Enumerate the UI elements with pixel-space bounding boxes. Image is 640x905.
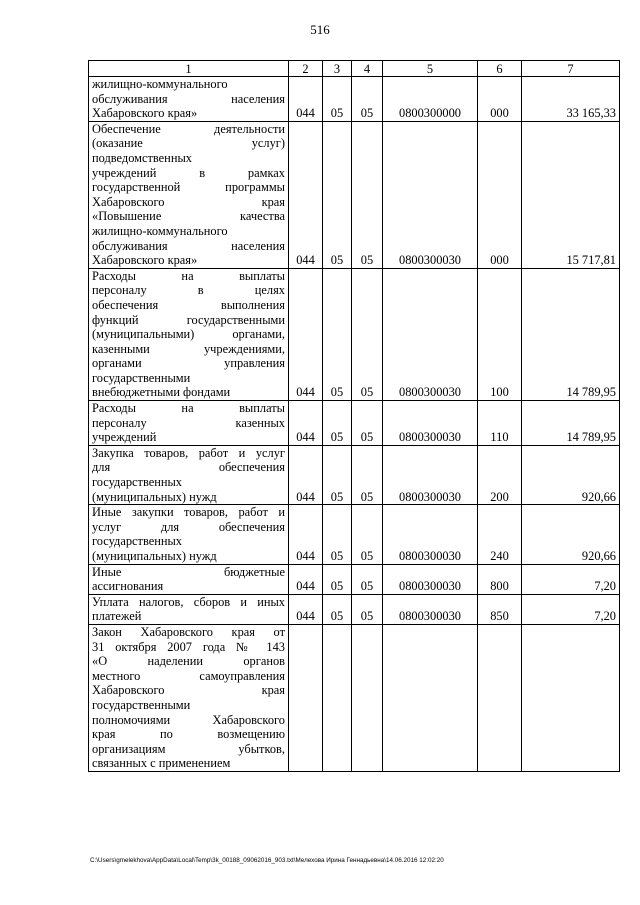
subsection-code-cell: 05 — [352, 77, 383, 122]
department-code-cell: 044 — [289, 594, 323, 624]
row-name-cell — [89, 624, 289, 771]
row-name-line: обеспечения выполнения — [92, 297, 285, 312]
row-name-line: Расходы на выплаты — [92, 401, 285, 416]
row-name-line: Закупка товаров, работ и услуг — [92, 445, 285, 460]
target-article-cell — [383, 624, 478, 771]
target-article-cell: 0800300030 — [383, 121, 478, 268]
header-col-6: 6 — [478, 61, 522, 77]
row-name-line: учреждений — [92, 430, 157, 445]
department-code-cell: 044 — [289, 401, 323, 446]
header-col-1: 1 — [89, 61, 289, 77]
row-name-line: услуг для обеспечения — [92, 519, 285, 534]
table-row — [89, 401, 620, 446]
row-name-cell — [89, 268, 289, 400]
row-name-line: «Повышение качества — [92, 209, 285, 224]
row-name-line: Иные закупки товаров, работ и — [92, 505, 285, 520]
row-name-line: края по возмещению — [92, 727, 285, 742]
amount-cell: 7,20 — [522, 564, 620, 594]
target-article-cell: 0800300030 — [383, 445, 478, 504]
page-number: 516 — [310, 22, 330, 37]
row-name-line: Иные бюджетные — [92, 564, 285, 579]
subsection-code-cell: 05 — [352, 401, 383, 446]
expense-type-cell: 240 — [478, 505, 522, 564]
section-code-cell: 05 — [323, 445, 352, 504]
row-name-line: государственными — [92, 697, 191, 712]
table-row — [89, 77, 620, 122]
row-name-line: государственными — [92, 370, 191, 385]
target-article-cell: 0800300030 — [383, 401, 478, 446]
target-article-cell: 0800300030 — [383, 268, 478, 400]
row-name-line: Хабаровского края — [92, 194, 285, 209]
row-name-line: учреждений в рамках — [92, 165, 285, 180]
row-name-line: Хабаровского края» — [92, 106, 198, 121]
header-col-2: 2 — [289, 61, 323, 77]
row-name-line: государственной программы — [92, 180, 285, 195]
row-name-cell — [89, 121, 289, 268]
amount-cell: 15 717,81 — [522, 121, 620, 268]
row-name-line: связанных с применением — [92, 756, 231, 771]
row-name-line: персоналу в целях — [92, 283, 285, 298]
department-code-cell: 044 — [289, 445, 323, 504]
table-row — [89, 594, 620, 624]
row-name-line: (муниципальных) нужд — [92, 549, 217, 563]
amount-cell: 33 165,33 — [522, 77, 620, 122]
section-code-cell: 05 — [323, 564, 352, 594]
department-code-cell: 044 — [289, 564, 323, 594]
section-code-cell: 05 — [323, 121, 352, 268]
expense-type-cell: 000 — [478, 77, 522, 122]
row-name-line: государственных — [92, 534, 183, 549]
table-row — [89, 624, 620, 771]
row-name-line: (муниципальных) нужд — [92, 489, 217, 504]
row-name-line: 31 октября 2007 года № 143 — [92, 639, 285, 654]
target-article-cell: 0800300030 — [383, 505, 478, 564]
table-row — [89, 505, 620, 564]
row-name-line: внебюджетными фондами — [92, 385, 231, 400]
header-col-5: 5 — [383, 61, 478, 77]
amount-cell: 920,66 — [522, 445, 620, 504]
row-name-line: органами управления — [92, 356, 285, 371]
expense-type-cell: 850 — [478, 594, 522, 624]
amount-cell: 920,66 — [522, 505, 620, 564]
row-name-line: Обеспечение деятельности — [92, 121, 285, 136]
expense-type-cell: 800 — [478, 564, 522, 594]
row-name-line: платежей — [92, 609, 142, 624]
header-col-4: 4 — [352, 61, 383, 77]
amount-cell: 14 789,95 — [522, 401, 620, 446]
row-name-line: обслуживания населения — [92, 91, 285, 106]
expense-type-cell: 200 — [478, 445, 522, 504]
row-name-line: государственных — [92, 475, 183, 490]
section-code-cell: 05 — [323, 401, 352, 446]
row-name-cell — [89, 564, 289, 594]
subsection-code-cell: 05 — [352, 121, 383, 268]
expense-type-cell: 000 — [478, 121, 522, 268]
row-name-cell — [89, 445, 289, 504]
row-name-line: полномочиями Хабаровского — [92, 712, 285, 727]
row-name-line: местного самоуправления — [92, 668, 285, 683]
row-name-line: подведомственных — [92, 150, 192, 165]
table-row — [89, 121, 620, 268]
row-name-line: (оказание услуг) — [92, 136, 285, 151]
target-article-cell: 0800300000 — [383, 77, 478, 122]
expense-type-cell — [478, 624, 522, 771]
row-name-line: «О наделении органов — [92, 654, 285, 669]
row-name-line: жилищно-коммунального — [92, 77, 228, 91]
expense-type-cell: 100 — [478, 268, 522, 400]
department-code-cell: 044 — [289, 505, 323, 564]
target-article-cell: 0800300030 — [383, 564, 478, 594]
target-article-cell: 0800300030 — [383, 594, 478, 624]
row-name-line: обслуживания населения — [92, 238, 285, 253]
row-name-line: Закон Хабаровского края от — [92, 624, 285, 639]
table-row — [89, 268, 620, 400]
subsection-code-cell: 05 — [352, 268, 383, 400]
section-code-cell: 05 — [323, 505, 352, 564]
header-row — [89, 61, 620, 77]
department-code-cell: 044 — [289, 268, 323, 400]
subsection-code-cell — [352, 624, 383, 771]
department-code-cell: 044 — [289, 77, 323, 122]
subsection-code-cell: 05 — [352, 445, 383, 504]
row-name-line: ассигнования — [92, 579, 164, 594]
section-code-cell — [323, 624, 352, 771]
amount-cell — [522, 624, 620, 771]
department-code-cell: 044 — [289, 121, 323, 268]
row-name-line: Расходы на выплаты — [92, 268, 285, 283]
row-name-cell — [89, 401, 289, 446]
row-name-line: организациям убытков, — [92, 741, 285, 756]
row-name-cell — [89, 594, 289, 624]
footer-file-path: C:\Users\gmelekhova\AppData\Local\Temp\3k_00188_09062016_903.txt\Мелехова Ирина Геннадьевна\14.06.2016 12:02:20 — [90, 857, 444, 864]
department-code-cell — [289, 624, 323, 771]
header-col-3: 3 — [323, 61, 352, 77]
budget-table — [88, 60, 620, 772]
table-row — [89, 564, 620, 594]
amount-cell: 7,20 — [522, 594, 620, 624]
section-code-cell: 05 — [323, 268, 352, 400]
row-name-cell — [89, 505, 289, 564]
section-code-cell: 05 — [323, 77, 352, 122]
row-name-line: (муниципальными) органами, — [92, 327, 285, 342]
section-code-cell: 05 — [323, 594, 352, 624]
row-name-line: Уплата налогов, сборов и иных — [92, 594, 285, 609]
subsection-code-cell: 05 — [352, 564, 383, 594]
row-name-cell — [89, 77, 289, 122]
amount-cell: 14 789,95 — [522, 268, 620, 400]
row-name-line: казенными учреждениями, — [92, 341, 285, 356]
table-row — [89, 445, 620, 504]
row-name-line: Хабаровского края — [92, 683, 285, 698]
row-name-line: жилищно-коммунального — [92, 223, 228, 238]
header-col-7: 7 — [522, 61, 620, 77]
row-name-line: Хабаровского края» — [92, 253, 198, 268]
subsection-code-cell: 05 — [352, 594, 383, 624]
subsection-code-cell: 05 — [352, 505, 383, 564]
expense-type-cell: 110 — [478, 401, 522, 446]
row-name-line: функций государственными — [92, 312, 285, 327]
row-name-line: персоналу казенных — [92, 415, 285, 430]
row-name-line: для обеспечения — [92, 460, 285, 475]
table-body — [89, 77, 620, 772]
